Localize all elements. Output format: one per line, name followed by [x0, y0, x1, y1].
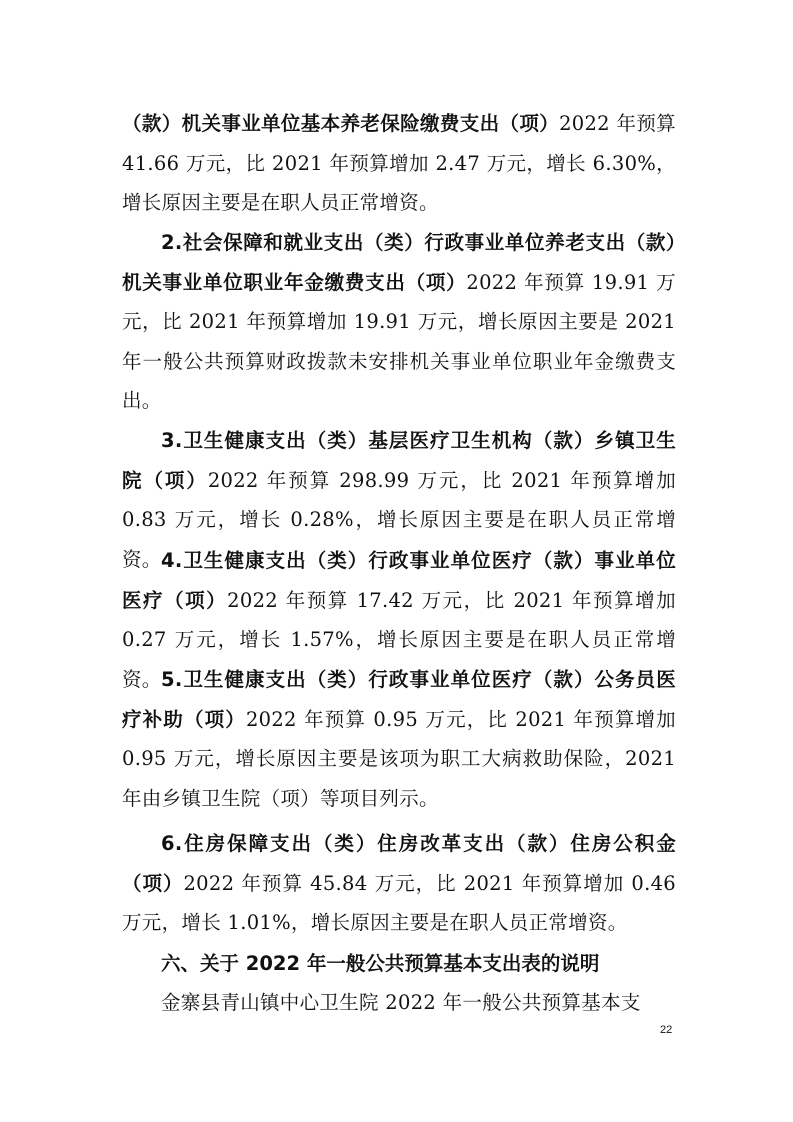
- paragraph-bold-heading: 5.卫生健康支出（类）行政事业单位医疗（款）公务员医疗补助（项）: [122, 668, 676, 731]
- paragraph-2: [122, 223, 676, 421]
- paragraph-intro: 金寨县青山镇中心卫生院 2022 年一般公共预算基本支: [161, 991, 641, 1014]
- paragraph-pension: [122, 104, 676, 223]
- paragraph-bold-heading: 6.住房保障支出（类）住房改革支出（款）住房公积金（项）: [122, 832, 676, 895]
- paragraph-body: 2022 年预算 19.91 万元，比 2021 年预算增加 19.91 万元，增长原因主要是 2021 年一般公共预算财政拨款未安排机关事业单位职业年金缴费支出。: [122, 270, 676, 412]
- paragraph-body: 2022 年预算 41.66 万元，比 2021 年预算增加 2.47 万元，增长 6.30%，增长原因主要是在职人员正常增资。: [122, 112, 676, 214]
- paragraph-body: 2022 年预算 298.99 万元，比 2021 年预算增加 0.83 万元，增长 0.28%，增长原因主要是在职人员正常增资。: [122, 468, 677, 571]
- paragraph-bold-heading: （款）机关事业单位基本养老保险缴费支出（项）: [122, 112, 560, 135]
- paragraph-bold-heading: 3.卫生健康支出（类）基层医疗卫生机构（款）乡镇卫生院（项）: [122, 429, 676, 492]
- paragraph-body: 2022 年预算 17.42 万元，比 2021 年预算增加 0.27 万元，增长 1.57%，增长原因主要是在职人员正常增资。: [122, 588, 676, 691]
- section-heading: 六、关于 2022 年一般公共预算基本支出表的说明: [161, 952, 600, 975]
- paragraph-6: [122, 824, 676, 943]
- paragraph-body: 2022 年预算 45.84 万元，比 2021 年预算增加 0.46 万元，增长 1.01%，增长原因主要是在职人员正常增资。: [122, 871, 677, 934]
- paragraph-5: [122, 660, 676, 818]
- paragraph-bold-heading: 4.卫生健康支出（类）行政事业单位医疗（款）事业单位医疗（项）: [122, 549, 676, 612]
- page-number: 22: [660, 1024, 673, 1036]
- paragraph-body: 2022 年预算 0.95 万元，比 2021 年预算增加 0.95 万元，增长原因主要是该项为职工大病救助保险，2021 年由乡镇卫生院（项）等项目列示。: [122, 707, 676, 810]
- paragraph-bold-heading: 2.社会保障和就业支出（类）行政事业单位养老支出（款）机关事业单位职业年金缴费支出（项）: [122, 231, 676, 294]
